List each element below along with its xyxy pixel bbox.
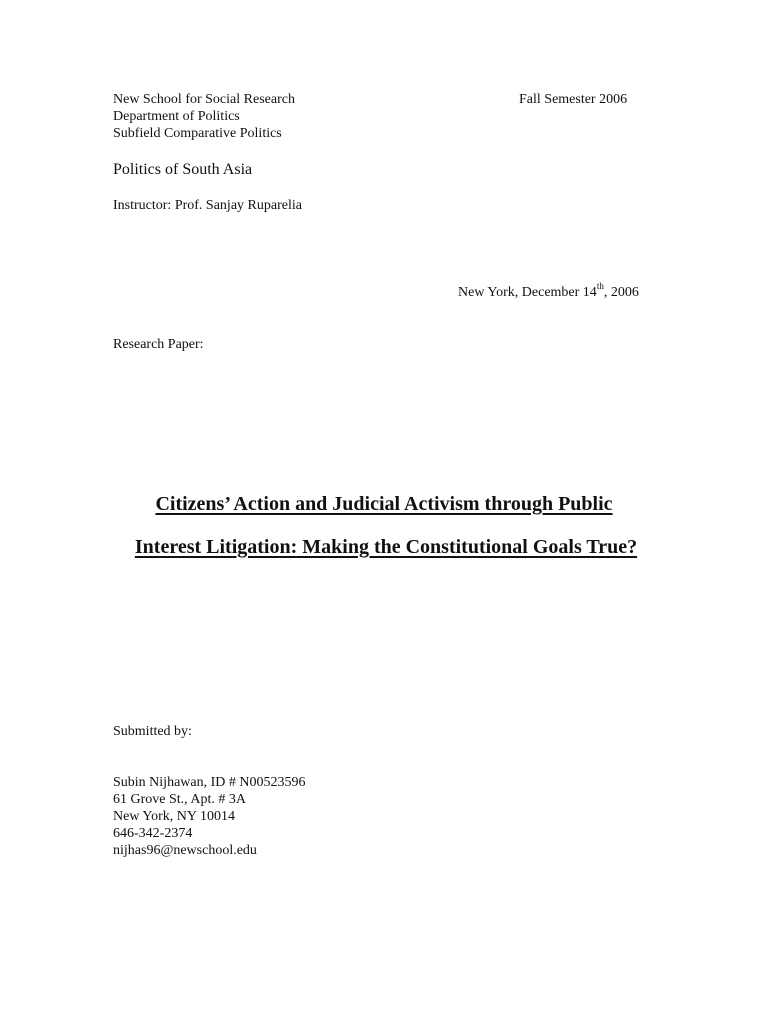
email-address: nijhas96@newschool.edu	[113, 843, 257, 858]
subfield-name: Subfield Comparative Politics	[113, 126, 282, 141]
semester-label: Fall Semester 2006	[519, 92, 628, 107]
dateline	[458, 281, 639, 301]
institution-name: New School for Social Research	[113, 92, 295, 107]
course-title: Politics of South Asia	[113, 161, 253, 178]
dateline-prefix: New York, December 14	[458, 285, 597, 300]
instructor-line: Instructor: Prof. Sanjay Ruparelia	[113, 198, 302, 213]
department-name: Department of Politics	[113, 109, 240, 124]
author-contact-block	[113, 774, 306, 859]
document-type-label: Research Paper:	[113, 337, 204, 352]
submitted-by-label: Submitted by:	[113, 724, 192, 739]
paper-title-line-2: Interest Litigation: Making the Constitutional Goals True?	[134, 536, 638, 558]
phone-number: 646-342-2374	[113, 826, 193, 841]
address-street: 61 Grove St., Apt. # 3A	[113, 792, 246, 807]
institution-header	[113, 91, 295, 142]
paper-title-line-1: Citizens’ Action and Judicial Activism through Public	[155, 493, 613, 515]
dateline-suffix: , 2006	[603, 285, 639, 300]
address-city: New York, NY 10014	[113, 809, 235, 824]
dateline-ordinal: th	[596, 281, 604, 292]
author-name-id: Subin Nijhawan, ID # N00523596	[113, 775, 306, 790]
